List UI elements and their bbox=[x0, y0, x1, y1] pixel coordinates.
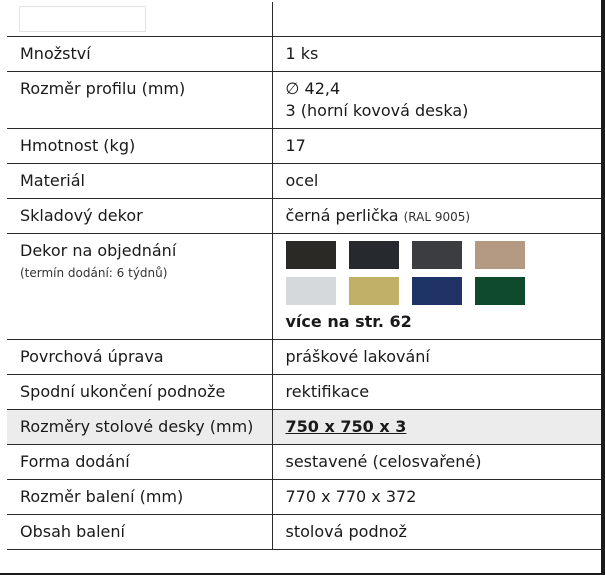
table-row bbox=[7, 340, 601, 375]
row-label-base-end: Spodní ukončení podnože bbox=[7, 375, 272, 410]
header-title-cell bbox=[7, 2, 272, 37]
table-row-highlighted bbox=[7, 410, 601, 445]
swatch-anthracite bbox=[349, 241, 399, 269]
header-title-box bbox=[19, 6, 146, 32]
table-row bbox=[7, 234, 601, 340]
row-value-delivery-form: sestavené (celosvařené) bbox=[272, 445, 601, 480]
tabletop-size-value: 750 x 750 x 3 bbox=[285, 417, 407, 436]
order-decor-label: Dekor na objednání bbox=[20, 241, 177, 260]
specification-table bbox=[7, 2, 601, 550]
row-label-profile: Rozměr profilu (mm) bbox=[7, 72, 272, 129]
table-row bbox=[7, 72, 601, 129]
row-label-package-size: Rozměr balení (mm) bbox=[7, 480, 272, 515]
more-decors-link[interactable]: více na str. 62 bbox=[285, 312, 412, 331]
row-value-order-decor bbox=[272, 234, 601, 340]
row-label-finish: Povrchová úprava bbox=[7, 340, 272, 375]
row-value-package-content: stolová podnož bbox=[272, 515, 601, 550]
row-label-package-content: Obsah balení bbox=[7, 515, 272, 550]
table-row bbox=[7, 375, 601, 410]
table-row bbox=[7, 515, 601, 550]
row-value-weight: 17 bbox=[272, 129, 601, 164]
stock-decor-ral: (RAL 9005) bbox=[403, 210, 471, 224]
swatch-black-texture bbox=[286, 241, 336, 269]
row-label-material: Materiál bbox=[7, 164, 272, 199]
order-decor-delivery-note: (termín dodání: 6 týdnů) bbox=[20, 266, 168, 280]
decor-swatch-grid bbox=[286, 241, 590, 305]
swatch-beige bbox=[475, 241, 525, 269]
row-label-quantity: Množství bbox=[7, 37, 272, 72]
right-border bbox=[601, 0, 605, 575]
table-row bbox=[7, 445, 601, 480]
row-label-delivery-form: Forma dodání bbox=[7, 445, 272, 480]
swatch-gold bbox=[349, 277, 399, 305]
row-value-package-size: 770 x 770 x 372 bbox=[272, 480, 601, 515]
row-value-stock-decor bbox=[272, 199, 601, 234]
swatch-dark-metallic bbox=[412, 241, 462, 269]
table-header-row bbox=[7, 2, 601, 37]
swatch-dark-green bbox=[475, 277, 525, 305]
table-row bbox=[7, 164, 601, 199]
stock-decor-name: černá perlička bbox=[285, 206, 399, 225]
row-value-quantity: 1 ks bbox=[272, 37, 601, 72]
row-value-profile bbox=[272, 72, 601, 129]
profile-diameter: ∅ 42,4 bbox=[285, 79, 341, 98]
row-label-tabletop-size: Rozměry stolové desky (mm) bbox=[7, 410, 272, 445]
table-row bbox=[7, 480, 601, 515]
table-row bbox=[7, 199, 601, 234]
swatch-navy bbox=[412, 277, 462, 305]
row-label-stock-decor: Skladový dekor bbox=[7, 199, 272, 234]
row-value-material: ocel bbox=[272, 164, 601, 199]
row-value-finish: práškové lakování bbox=[272, 340, 601, 375]
row-label-weight: Hmotnost (kg) bbox=[7, 129, 272, 164]
table-row bbox=[7, 37, 601, 72]
row-value-base-end: rektifikace bbox=[272, 375, 601, 410]
swatch-light-grey bbox=[286, 277, 336, 305]
row-value-tabletop-size bbox=[272, 410, 601, 445]
header-empty-cell bbox=[272, 2, 601, 37]
row-label-order-decor bbox=[7, 234, 272, 340]
table-row bbox=[7, 129, 601, 164]
profile-thickness: 3 (horní kovová deska) bbox=[285, 101, 469, 120]
